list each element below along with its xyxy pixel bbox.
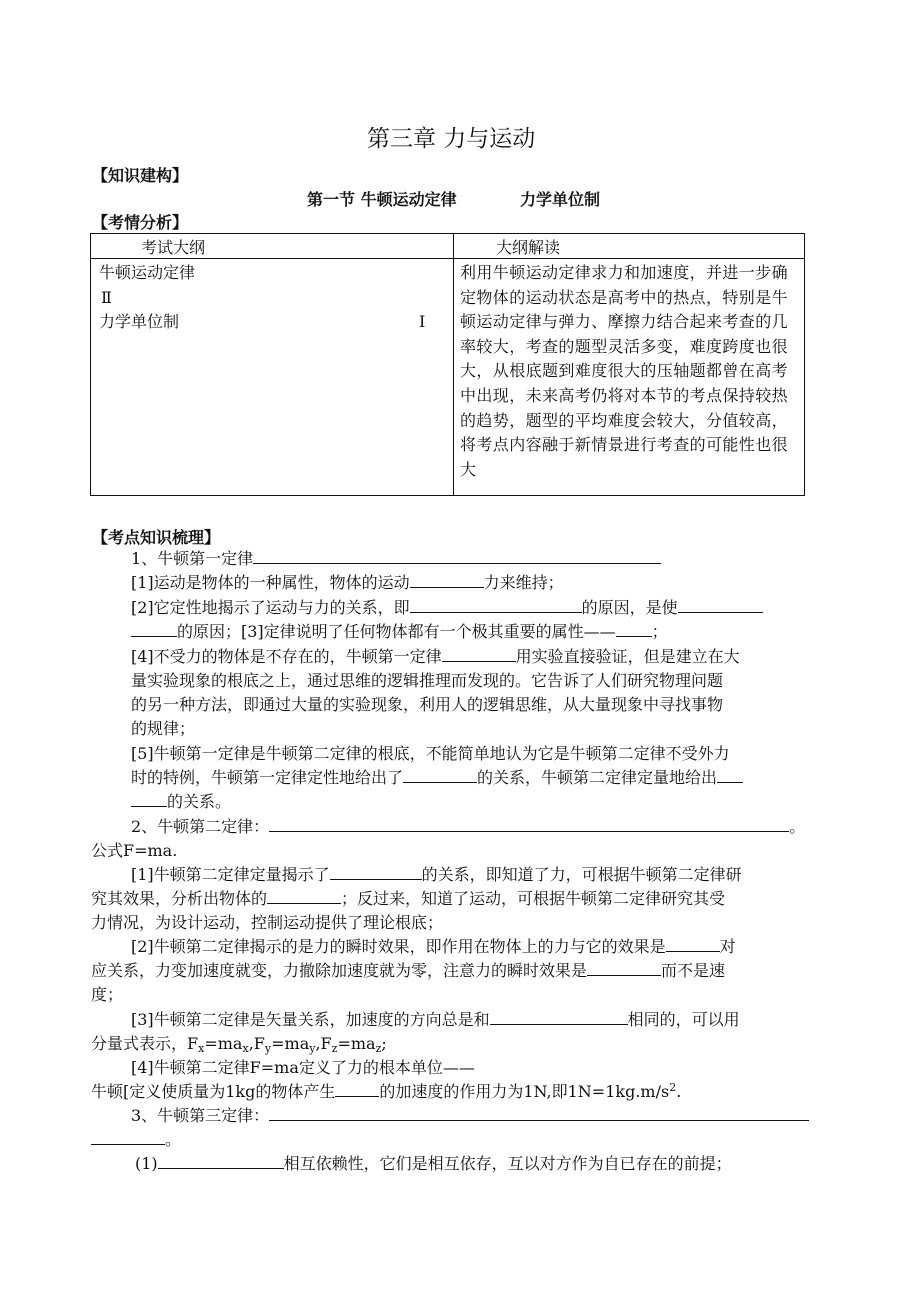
section-knowledge-heading: 【知识建构】	[92, 166, 189, 185]
text: 。	[165, 1130, 182, 1149]
section1-title: 第一节 牛顿运动定律	[307, 190, 457, 209]
topic-newton-laws: 牛顿运动定律	[99, 263, 196, 282]
formula-sub: x	[198, 1042, 205, 1055]
text: [3]牛顿第二定律是矢量关系，加速度的方向总是和	[131, 1010, 490, 1029]
formula-components	[187, 1034, 387, 1053]
line-18	[91, 959, 725, 983]
blank	[717, 766, 743, 783]
blank	[158, 1152, 284, 1169]
line-4	[131, 620, 668, 644]
formula-sub: z	[331, 1042, 338, 1055]
text: [1]运动是物体的一种属性，物体的运动	[131, 573, 410, 592]
syllabus-cell	[91, 259, 454, 496]
text: [4]不受力的物体是不存在的，牛顿第一定律	[131, 647, 442, 666]
interpretation-text: 利用牛顿运动定律求力和加速度，并进一步确定物体的运动状态是高考中的热点，特别是牛顿运动定律与弹力、摩擦力结合起来考查的几率较大，考查的题型灵活多变，难度跨度也很大，从根底题到难度很大的压轴题都曾在高考中出现，未来高考仍将对本节的考点保持较热的趋势，题型的平均难度会较大，分值较高，将考点内容融于新情景进行考查的可能性也很大	[460, 263, 789, 479]
line-5	[131, 645, 740, 669]
text: 用实验直接验证，但是建立在大	[515, 647, 740, 666]
text: 究其效果，分析出物体的	[91, 889, 268, 908]
line-21	[91, 1032, 387, 1056]
blank	[403, 766, 477, 783]
line-14	[131, 863, 742, 887]
text: 而不是速	[661, 961, 726, 980]
table-header-interpretation	[454, 234, 805, 259]
formula-sub: y	[264, 1042, 272, 1055]
formula-sub: y	[309, 1042, 316, 1055]
text: 对	[719, 937, 736, 956]
text: 的关系。	[167, 792, 232, 811]
formula-part: ,	[248, 1034, 254, 1053]
line-8: 的规律；	[131, 719, 196, 738]
blank	[490, 1008, 628, 1025]
blank	[587, 959, 661, 976]
line-20	[131, 1008, 740, 1032]
text: 1、牛顿第一定律	[131, 549, 254, 568]
section-analysis-heading: 【考情分析】	[92, 213, 189, 232]
blank	[410, 571, 484, 588]
line-6: 量实验现象的根底之上，通过思维的逻辑推理而发现的。它告诉了人们研究物理问题	[131, 671, 724, 690]
line-1	[131, 547, 661, 571]
formula-part: =ma	[204, 1034, 243, 1053]
text: 的原因；[3]定律说明了任何物体都有一个极其重要的属性——	[177, 622, 616, 641]
text: 2、牛顿第二定律：	[131, 817, 270, 836]
header-label: 考试大纲	[141, 238, 206, 257]
text: 3、牛顿第三定律：	[131, 1106, 270, 1125]
text: (1)	[135, 1154, 158, 1173]
chapter-title: 第三章 力与运动	[367, 126, 536, 152]
line-15	[91, 887, 725, 911]
formula-sub: z	[375, 1042, 382, 1055]
blank	[442, 645, 516, 662]
line-12	[131, 815, 805, 839]
line-13: 公式F=ma.	[91, 841, 178, 860]
text: [2]它定性地揭示了运动与力的关系，即	[131, 598, 410, 617]
superscript: 2	[669, 1081, 677, 1094]
line-22: [4]牛顿第二定律F=ma定义了力的根本单位——	[131, 1058, 475, 1077]
formula-part: =ma	[271, 1034, 310, 1053]
line-10	[131, 766, 743, 790]
analysis-table	[90, 233, 805, 496]
line-9: [5]牛顿第一定律是牛顿第二定律的根底，不能简单地认为它是牛顿第二定律不受外力	[131, 744, 730, 763]
line-7: 的另一种方法，即通过大量的实验现象，利用人的逻辑思维，从大量现象中寻找事物	[131, 695, 724, 714]
text: 时的特例，牛顿第一定律定性地给出了	[131, 768, 404, 787]
line-16: 力情况，为设计运动，控制运动提供了理论根底；	[91, 913, 444, 932]
text: ；反过来，知道了运动，可根据牛顿第二定律研究其受	[341, 889, 726, 908]
text: 分量式表示，	[91, 1034, 188, 1053]
header-label: 大纲解读	[496, 238, 561, 257]
formula-part: ,	[315, 1034, 321, 1053]
topic-units: 力学单位制	[99, 312, 180, 331]
text: ；	[651, 622, 668, 641]
text: 的关系，牛顿第二定律定量地给出	[477, 768, 718, 787]
text: 的加速度的作用力为1N,即1N=1kg.m/s	[379, 1082, 670, 1101]
section-review-heading: 【考点知识梳理】	[92, 528, 221, 547]
text: 应关系，力变加速度就变，力撤除加速度就为零，注意力的瞬时效果是	[91, 961, 588, 980]
blank	[616, 620, 652, 637]
text: 相互依赖性，它们是相互依存，互以对方作为自已存在的前提；	[283, 1154, 732, 1173]
line-25	[91, 1128, 181, 1152]
text: .	[676, 1082, 682, 1101]
text: 。	[789, 817, 806, 836]
text: 力来维持；	[483, 573, 564, 592]
blank	[678, 596, 763, 613]
text: [1]牛顿第二定律定量揭示了	[131, 865, 330, 884]
blank	[410, 596, 582, 613]
blank	[91, 1128, 165, 1145]
text: [2]牛顿第二定律揭示的是力的瞬时效果，即作用在物体上的力与它的效果是	[131, 937, 666, 956]
text: 牛顿[定义使质量为1kg的物体产生	[91, 1082, 336, 1101]
formula-part: =ma	[337, 1034, 376, 1053]
blank	[269, 1104, 809, 1121]
text: 的关系，即知道了力，可根据牛顿第二定律研	[421, 865, 742, 884]
blank	[330, 863, 422, 880]
line-23	[91, 1080, 681, 1104]
formula-sub: x	[242, 1042, 249, 1055]
blank	[335, 1080, 379, 1097]
formula-part: F	[187, 1034, 199, 1053]
blank	[267, 887, 341, 904]
line-19: 度；	[91, 985, 124, 1004]
line-24	[131, 1104, 809, 1128]
section1-title-units: 力学单位制	[520, 190, 601, 209]
blank	[131, 620, 177, 637]
topic-level-1: I	[419, 312, 426, 331]
line-26	[135, 1152, 732, 1176]
topic-level-2: Ⅱ	[101, 288, 112, 307]
formula-part: ;	[381, 1034, 387, 1053]
formula-part: F	[253, 1034, 265, 1053]
blank	[269, 815, 789, 832]
line-17	[131, 935, 736, 959]
blank	[666, 935, 720, 952]
line-3	[131, 596, 763, 620]
text: 相同的，可以用	[627, 1010, 740, 1029]
line-2	[131, 571, 564, 595]
blank	[253, 547, 661, 564]
text: 的原因，是使	[581, 598, 678, 617]
table-header-syllabus	[91, 234, 454, 259]
line-11	[131, 790, 231, 814]
formula-part: F	[320, 1034, 332, 1053]
interpretation-cell	[454, 259, 805, 496]
blank	[131, 790, 167, 807]
